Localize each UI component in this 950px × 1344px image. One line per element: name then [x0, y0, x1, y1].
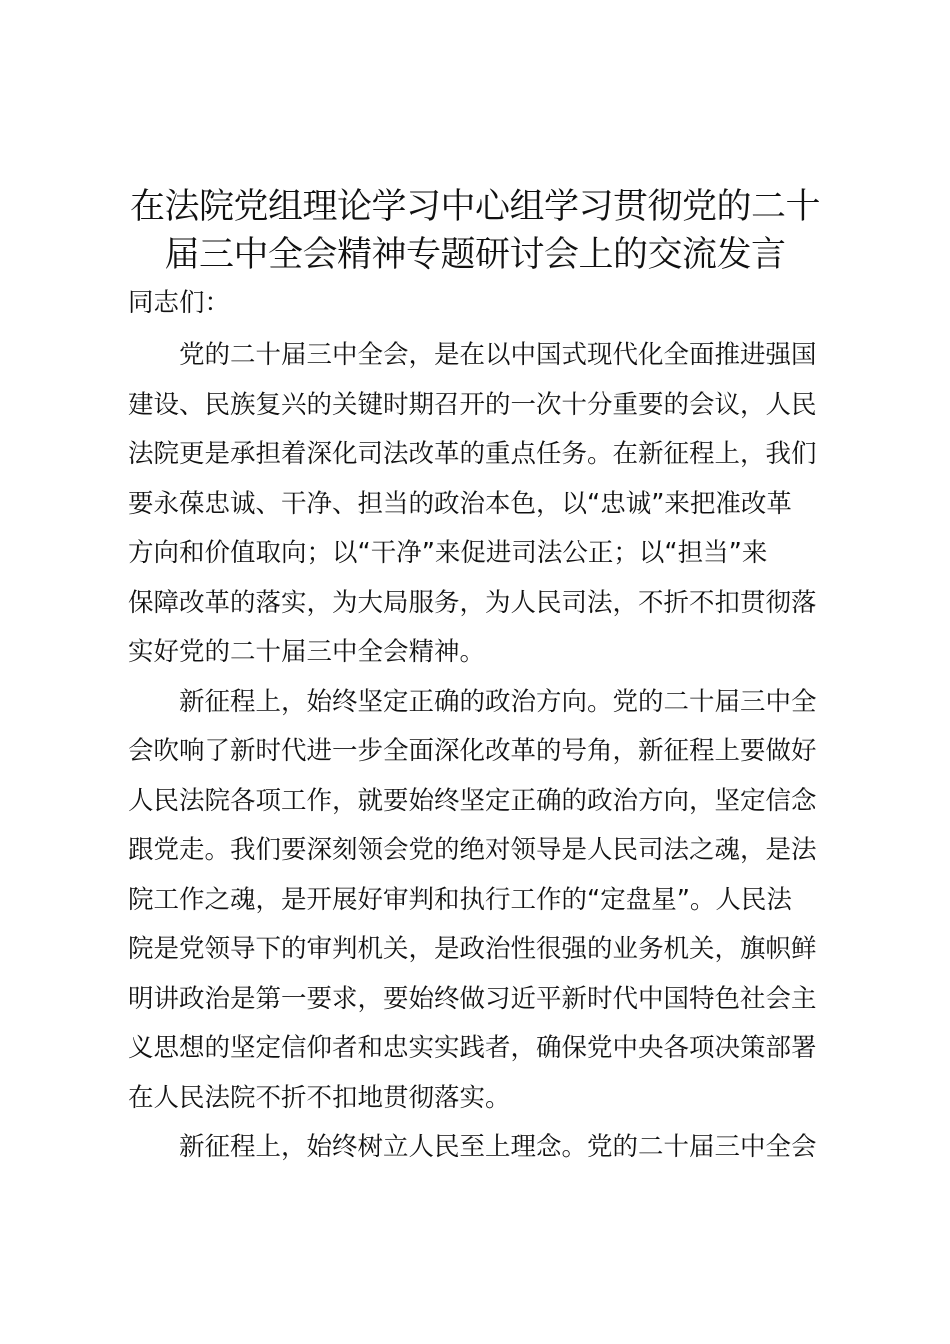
document-body — [128, 331, 832, 1173]
title-line-1: 在法院党组理论学习中心组学习贯彻党的二十 — [129, 187, 820, 227]
paragraph-2 — [128, 678, 832, 1124]
text-line: 义思想的坚定信仰者和忠实实践者，确保党中央各项决策部署 — [128, 1033, 817, 1063]
text-line: 跟党走。我们要深刻领会党的绝对领导是人民司法之魂，是法 — [128, 835, 817, 865]
text-line: 法院更是承担着深化司法改革的重点任务。在新征程上，我们 — [128, 439, 817, 469]
text-line: 建设、民族复兴的关键时期召开的一次十分重要的会议，人民 — [128, 389, 817, 420]
salutation: 同志们： — [128, 288, 231, 318]
text-line: 保障改革的落实，为大局服务，为人民司法，不折不扣贯彻落 — [128, 587, 817, 618]
paragraph-1 — [128, 331, 832, 678]
text-line: 方向和价值取向；以“干净”来促进司法公正；以“担当”来 — [128, 538, 768, 568]
text-line: 党的二十届三中全会，是在以中国式现代化全面推进强国 — [128, 340, 817, 370]
paragraph-3 — [128, 1123, 832, 1173]
text-line: 院工作之魂，是开展好审判和执行工作的“定盘星”。人民法 — [128, 884, 792, 915]
text-line: 新征程上，始终坚定正确的政治方向。党的二十届三中全 — [128, 686, 817, 717]
text-line: 实好党的二十届三中全会精神。 — [128, 637, 486, 667]
text-line: 在人民法院不折不扣地贯彻落实。 — [128, 1082, 511, 1113]
text-line: 院是党领导下的审判机关，是政治性很强的业务机关，旗帜鲜 — [128, 934, 817, 964]
title-line-2: 届三中全会精神专题研讨会上的交流发言 — [164, 235, 786, 275]
text-line: 人民法院各项工作，就要始终坚定正确的政治方向，坚定信念 — [128, 785, 817, 816]
text-line: 新征程上，始终树立人民至上理念。党的二十届三中全会 — [128, 1132, 817, 1162]
text-line: 要永葆忠诚、干净、担当的政治本色，以“忠诚”来把准改革 — [128, 488, 792, 519]
text-line: 会吹响了新时代进一步全面深化改革的号角，新征程上要做好 — [128, 736, 817, 766]
text-line: 明讲政治是第一要求，要始终做习近平新时代中国特色社会主 — [128, 983, 817, 1014]
document-title — [100, 183, 850, 279]
